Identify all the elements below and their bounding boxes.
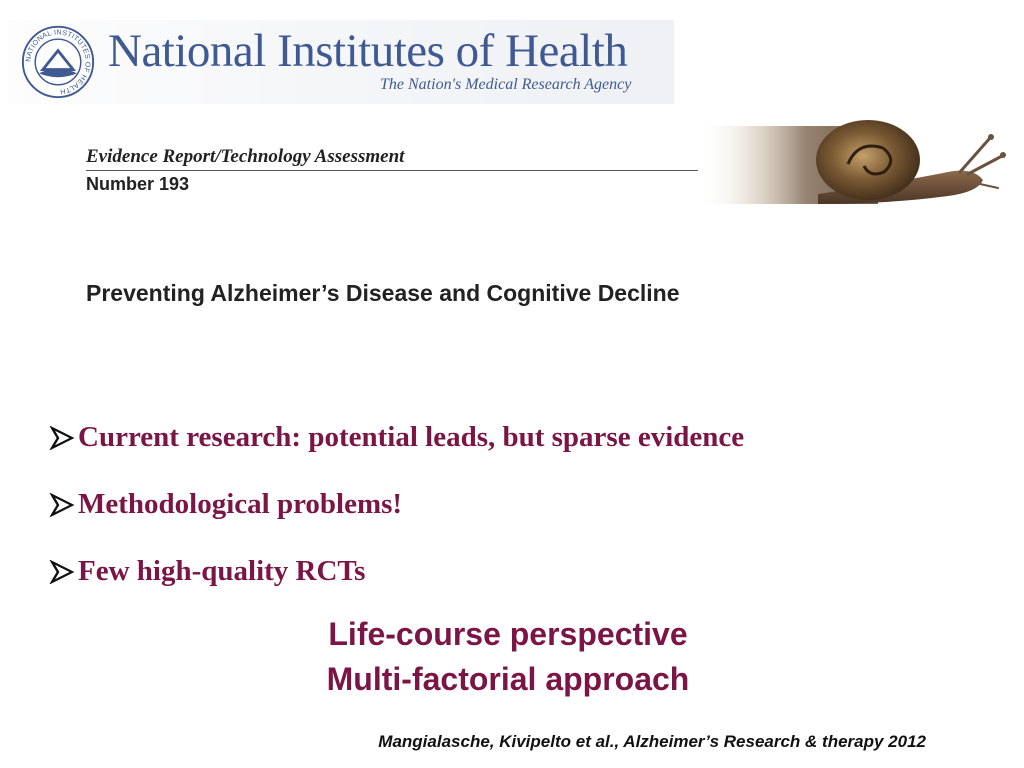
nih-title: National Institutes of Health	[108, 25, 628, 77]
summary-block	[200, 612, 816, 702]
arrow-bullet-icon	[48, 560, 76, 584]
bullet-item	[48, 538, 744, 605]
nih-subtitle: The Nation's Medical Research Agency	[380, 76, 632, 93]
nih-seal-logo	[20, 24, 96, 100]
seal-text: NATIONAL INSTITUTES OF HEALTH	[24, 28, 92, 96]
report-type: Evidence Report/Technology Assessment	[86, 146, 405, 167]
bullet-list	[48, 404, 744, 605]
bullet-text: Current research: potential leads, but sparse evidence	[78, 421, 745, 453]
arrow-bullet-icon	[48, 493, 76, 517]
report-number: Number 193	[86, 174, 190, 194]
report-title: Preventing Alzheimer’s Disease and Cognitive Decline	[86, 280, 680, 306]
summary-line-1: Life-course perspective	[328, 616, 688, 652]
summary-line-2: Multi-factorial approach	[326, 661, 690, 697]
nih-header	[8, 20, 674, 104]
bullet-item	[48, 404, 744, 471]
header-divider	[86, 170, 698, 171]
bullet-text: Methodological problems!	[78, 488, 403, 520]
arrow-bullet-icon	[48, 426, 76, 450]
snail-photo	[698, 112, 1024, 218]
citation: Mangialasche, Kivipelto et al., Alzheimer’s Research & therapy 2012	[378, 732, 926, 751]
bullet-item	[48, 471, 744, 538]
bullet-text: Few high-quality RCTs	[78, 555, 366, 587]
